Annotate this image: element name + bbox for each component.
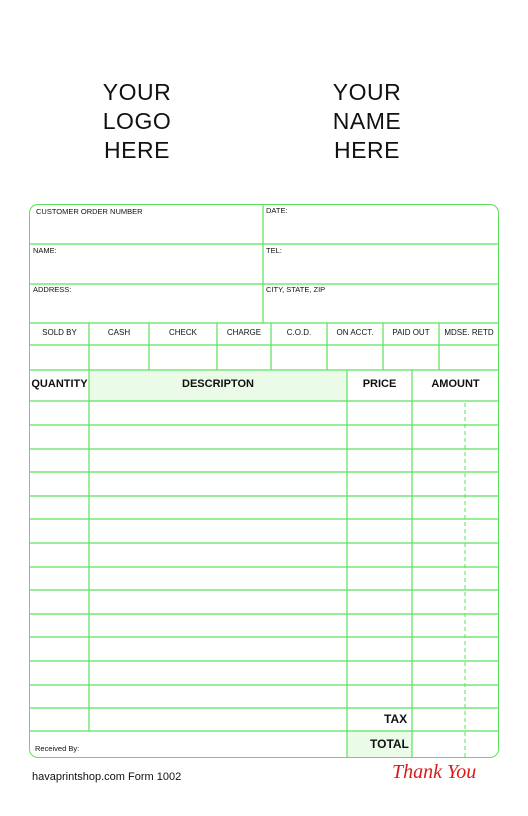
cod-header: C.O.D. (286, 328, 312, 337)
sold-by-header: SOLD BY (42, 328, 77, 337)
cash-header: CASH (107, 328, 131, 337)
description-header: DESCRIPTON (182, 378, 254, 390)
customer-order-number-label: CUSTOMER ORDER NUMBER (36, 207, 143, 216)
quantity-header: QUANTITY (31, 378, 88, 390)
amount-header: AMOUNT (431, 378, 480, 390)
tax-label: TAX (384, 712, 408, 726)
charge-header: CHARGE (226, 328, 262, 337)
name-label: NAME: (33, 246, 57, 255)
merchandise-returned-header: MDSE. RETD (444, 328, 494, 337)
tel-label: TEL: (266, 246, 282, 255)
thank-you-text: Thank You (392, 761, 477, 783)
date-label: DATE: (266, 206, 288, 215)
form-frame (29, 204, 499, 758)
price-header: PRICE (362, 378, 397, 390)
logo-placeholder: YOUR LOGO HERE (102, 79, 172, 163)
form-id-text: havaprintshop.com Form 1002 (32, 771, 182, 783)
check-header: CHECK (168, 328, 197, 337)
total-label: TOTAL (370, 737, 409, 751)
on-account-header: ON ACCT. (336, 328, 374, 337)
business-name-placeholder: YOUR NAME HERE (332, 79, 402, 163)
address-label: ADDRESS: (33, 285, 72, 294)
city-state-zip-label: CITY, STATE, ZIP (266, 285, 326, 294)
paid-out-header: PAID OUT (392, 328, 430, 337)
received-by-label: Received By: (35, 744, 80, 753)
